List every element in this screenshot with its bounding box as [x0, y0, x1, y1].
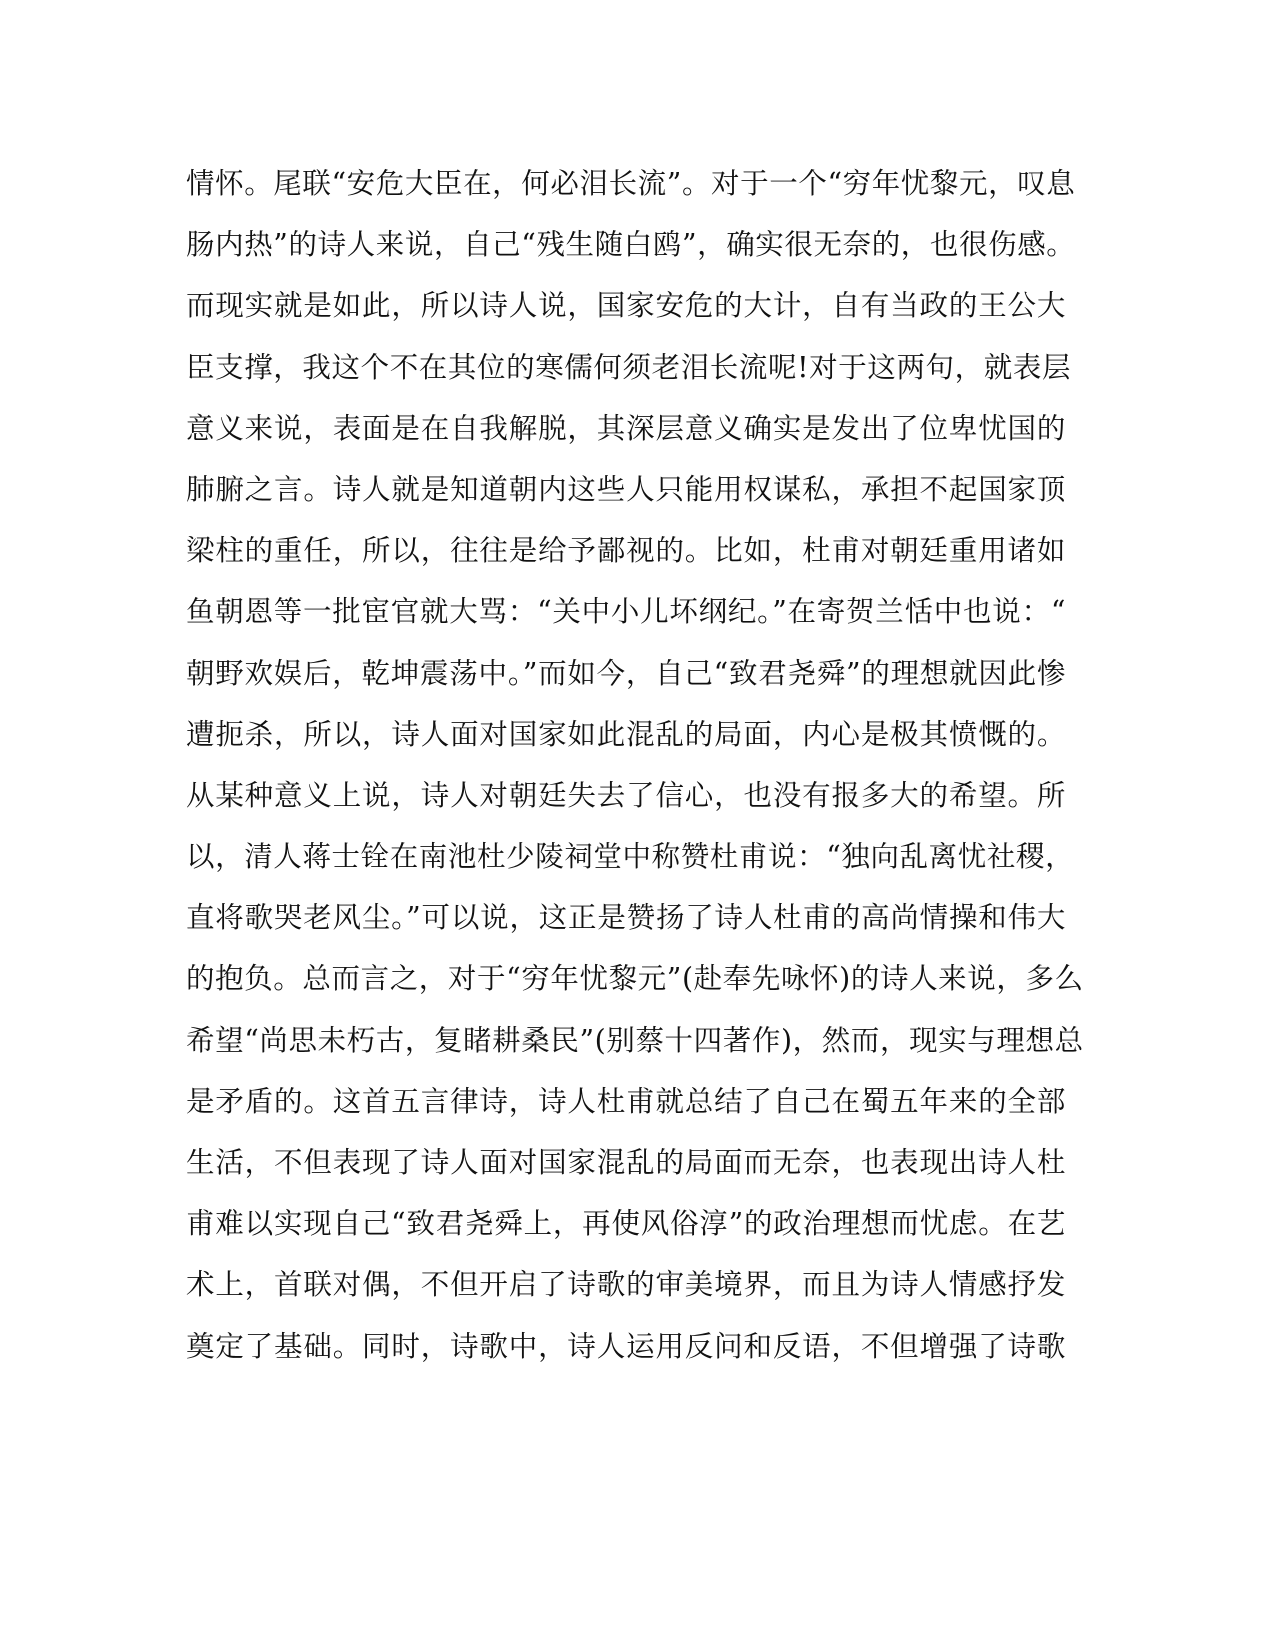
- text-line: 朝野欢娱后，乾坤震荡中。”而如今，自己“致君尧舜”的理想就因此惨: [186, 656, 1066, 690]
- text-line: 的抱负。总而言之，对于“穷年忧黎元”(赴奉先咏怀)的诗人来说，多么: [186, 962, 1084, 996]
- body-text: [186, 162, 1084, 1386]
- text-line: 意义来说，表面是在自我解脱，其深层意义确实是发出了位卑忧国的: [186, 411, 1066, 445]
- text-line: 肠内热”的诗人来说，自己“残生随白鸥”，确实很无奈的，也很伤感。: [186, 228, 1076, 262]
- text-line: 是矛盾的。这首五言律诗，诗人杜甫就总结了自己在蜀五年来的全部: [186, 1084, 1066, 1118]
- text-line: 奠定了基础。同时，诗歌中，诗人运用反问和反语，不但增强了诗歌: [186, 1329, 1066, 1363]
- text-line: 从某种意义上说，诗人对朝廷失去了信心，也没有报多大的希望。所: [186, 778, 1066, 812]
- text-line: 而现实就是如此，所以诗人说，国家安危的大计，自有当政的王公大: [186, 289, 1066, 323]
- text-line: 术上，首联对偶，不但开启了诗歌的审美境界，而且为诗人情感抒发: [186, 1268, 1066, 1302]
- text-line: 甫难以实现自己“致君尧舜上，再使风俗淳”的政治理想而忧虑。在艺: [186, 1207, 1066, 1241]
- text-line: 肺腑之言。诗人就是知道朝内这些人只能用权谋私，承担不起国家顶: [186, 472, 1066, 506]
- text-line: 情怀。尾联“安危大臣在，何必泪长流”。对于一个“穷年忧黎元，叹息: [186, 167, 1076, 200]
- text-line: 直将歌哭老风尘。”可以说，这正是赞扬了诗人杜甫的高尚情操和伟大: [186, 901, 1066, 935]
- text-line: 希望“尚思未朽古，复睹耕桑民”(别蔡十四著作)，然而，现实与理想总: [186, 1023, 1084, 1057]
- text-line: 遭扼杀，所以，诗人面对国家如此混乱的局面，内心是极其愤慨的。: [186, 717, 1066, 751]
- text-line: 梁柱的重任，所以，往往是给予鄙视的。比如，杜甫对朝廷重用诸如: [186, 534, 1066, 568]
- text-line: 鱼朝恩等一批宦官就大骂：“关中小儿坏纲纪。”在寄贺兰恬中也说：“: [186, 595, 1066, 629]
- text-line: 以，清人蒋士铨在南池杜少陵祠堂中称赞杜甫说：“独向乱离忧社稷，: [186, 840, 1075, 874]
- text-line: 臣支撑，我这个不在其位的寒儒何须老泪长流呢!对于这两句，就表层: [186, 350, 1072, 384]
- text-line: 生活，不但表现了诗人面对国家混乱的局面而无奈，也表现出诗人杜: [186, 1146, 1066, 1179]
